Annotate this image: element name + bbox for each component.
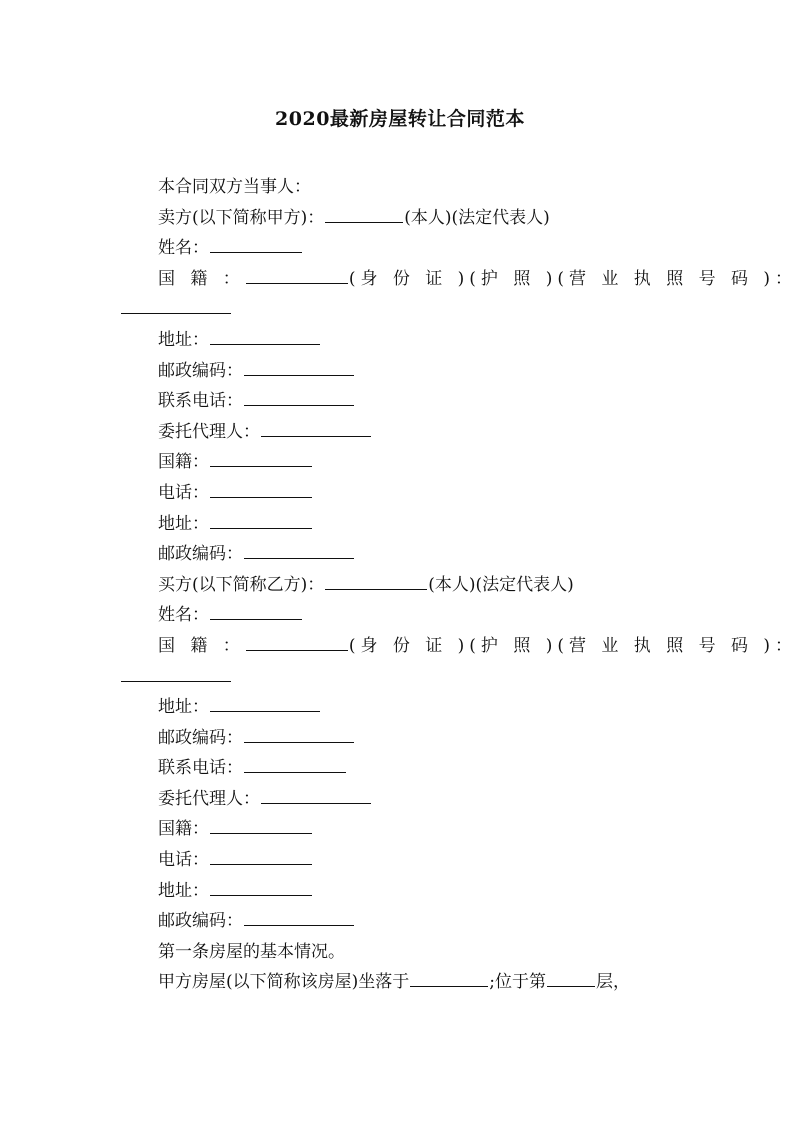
blank-line [210, 694, 320, 712]
buyer-nationality-line: 国 籍 ： (身 份 证 )(护 照 )(营 业 执 照 号 码 )： [120, 631, 680, 662]
seller-name-line: 姓名： [120, 233, 680, 264]
seller-phone-line: 联系电话： [120, 386, 680, 417]
buyer-name-blank [325, 572, 427, 590]
buyer-postcode-line: 邮政编码： [120, 723, 680, 754]
blank-line [244, 725, 354, 743]
blank-line [210, 449, 312, 467]
seller-postcode-line: 邮政编码： [120, 356, 680, 387]
seller-name-blank [325, 205, 403, 223]
floor-blank [547, 969, 595, 987]
document-title: 2020最新房屋转让合同范本 [275, 108, 525, 130]
blank-line [121, 664, 231, 682]
blank-line [210, 511, 312, 529]
seller-agent-postcode-line: 邮政编码： [120, 539, 680, 570]
blank-line [244, 908, 354, 926]
blank-line [246, 266, 348, 284]
blank-line [210, 602, 302, 620]
location-blank [410, 969, 488, 987]
seller-address-line: 地址： [120, 325, 680, 356]
blank-line [244, 755, 346, 773]
seller-id-continuation [120, 294, 680, 325]
seller-agent-nationality-line: 国籍： [120, 447, 680, 478]
blank-line [121, 296, 231, 314]
buyer-agent-address-line: 地址： [120, 876, 680, 907]
buyer-agent-phone-line: 电话： [120, 845, 680, 876]
buyer-phone-line: 联系电话： [120, 753, 680, 784]
blank-line [210, 327, 320, 345]
buyer-agent-nationality-line: 国籍： [120, 814, 680, 845]
buyer-name-line: 姓名： [120, 600, 680, 631]
blank-line [210, 235, 302, 253]
property-location-line: 甲方房屋(以下简称该房屋)坐落于 ;位于第 层， [120, 967, 680, 998]
seller-nationality-line: 国 籍 ： (身 份 证 )(护 照 )(营 业 执 照 号 码 )： [120, 264, 680, 295]
blank-line [210, 480, 312, 498]
blank-line [210, 816, 312, 834]
parties-intro: 本合同双方当事人： [158, 177, 311, 197]
blank-line [261, 419, 371, 437]
document-body [120, 172, 798, 998]
buyer-id-continuation [120, 662, 680, 693]
blank-line [246, 633, 348, 651]
buyer-address-line: 地址： [120, 692, 680, 723]
buyer-agent-postcode-line: 邮政编码： [120, 906, 680, 937]
blank-line [244, 358, 354, 376]
seller-line: 卖方(以下简称甲方)： (本人)(法定代表人) [120, 203, 680, 234]
article-one-heading: 第一条房屋的基本情况。 [158, 941, 345, 962]
blank-line [244, 541, 354, 559]
buyer-agent-line: 委托代理人： [120, 784, 680, 815]
seller-agent-line: 委托代理人： [120, 417, 680, 448]
blank-line [244, 388, 354, 406]
seller-agent-phone-line: 电话： [120, 478, 680, 509]
blank-line [210, 878, 312, 896]
buyer-line: 买方(以下简称乙方)： (本人)(法定代表人) [120, 570, 680, 601]
blank-line [210, 847, 312, 865]
blank-line [261, 786, 371, 804]
seller-agent-address-line: 地址： [120, 509, 680, 540]
